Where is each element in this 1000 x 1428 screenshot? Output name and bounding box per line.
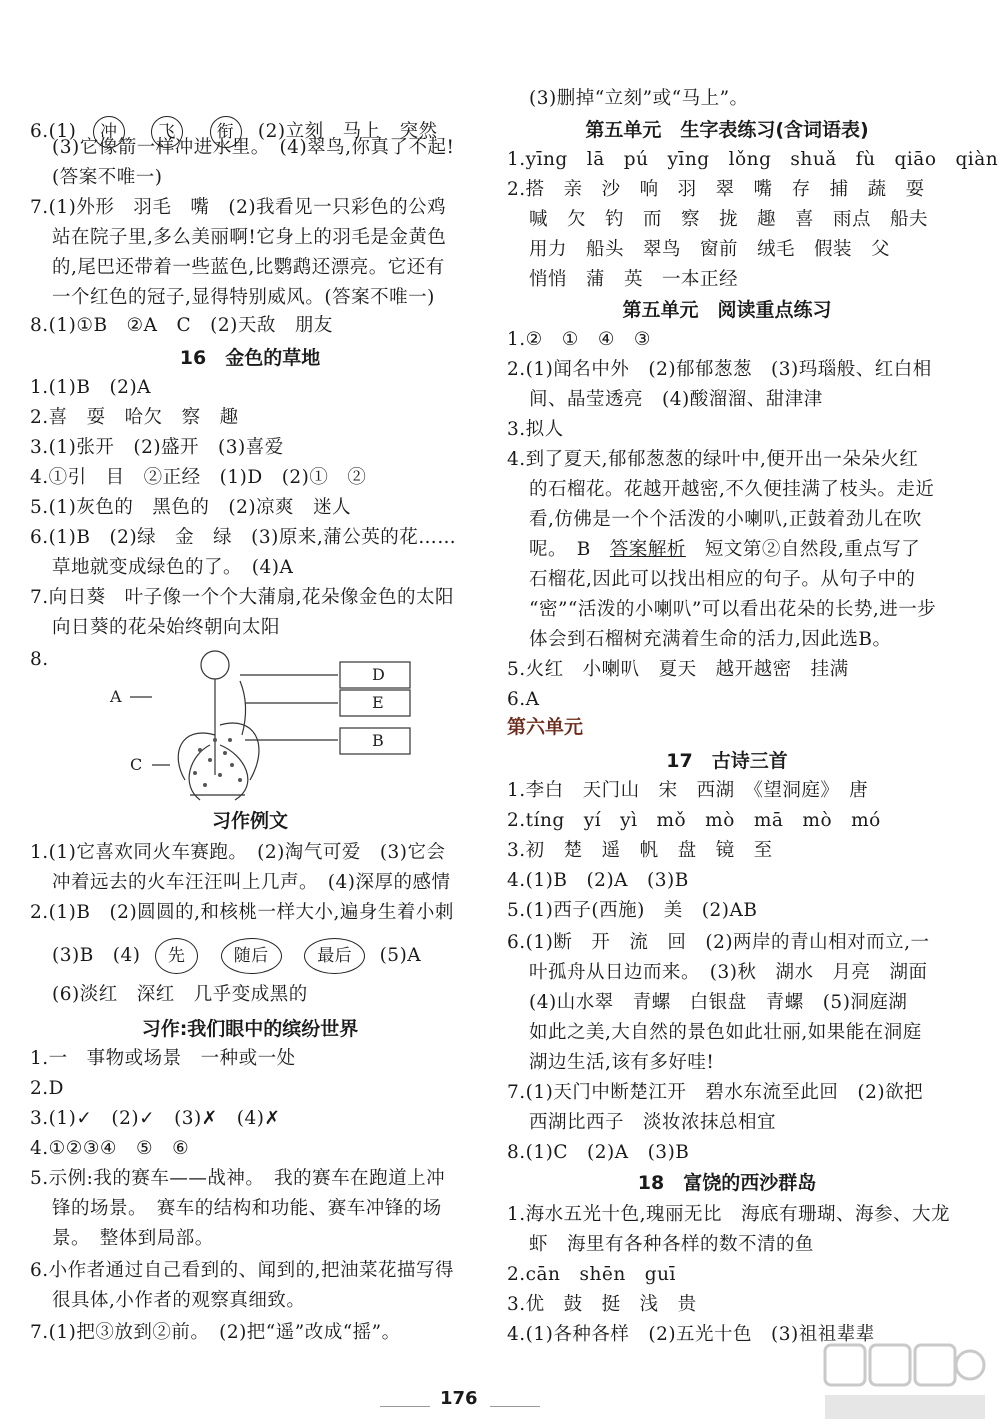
answer-line: 7.向日葵 叶子像一个个大蒲扇,花朵像金色的太阳 — [30, 587, 455, 608]
answer-line: 体会到石榴树充满着生命的活力,因此选B。 — [529, 629, 892, 650]
section-heading: 17 古诗三首 — [666, 750, 788, 772]
answer-line: 1.(1)它喜欢同火车赛跑。 (2)淘气可爱 (3)它会 — [30, 842, 446, 863]
answer-line: 一个红色的冠子,显得特别威风。(答案不唯一) — [52, 287, 435, 308]
answer-line: 4.到了夏天,郁郁葱葱的绿叶中,便开出一朵朵火红 — [507, 449, 919, 470]
answer-line: (3)删掉“立刻”或“马上”。 — [529, 88, 749, 109]
answer-line: 4.(1)各种各样 (2)五光十色 (3)祖祖辈辈 — [507, 1324, 875, 1345]
answer-line: 6.(1)断 开 流 回 (2)两岸的青山相对而立,一 — [507, 932, 930, 953]
circled-word: 随后 — [221, 938, 282, 974]
answer-text: (2)立刻 马上 突然 — [257, 121, 438, 142]
answer-line: 2.(1)B (2)圆圆的,和核桃一样大小,遍身生着小刺 — [30, 902, 454, 923]
section-heading: 习作例文 — [211, 810, 288, 832]
watermark-logo-icon — [820, 1340, 990, 1425]
answer-line: 3.拟人 — [507, 419, 564, 440]
section-heading: 习作:我们眼中的缤纷世界 — [141, 1018, 359, 1040]
answer-text: (3)B (4) — [52, 945, 141, 966]
circled-word: 最后 — [304, 938, 365, 974]
unit-heading: 第六单元 — [507, 716, 584, 738]
answer-line: 虾 海里有各种各样的数不清的鱼 — [529, 1234, 815, 1255]
answer-line: 2.D — [30, 1078, 64, 1099]
answer-line: 间、晶莹透亮 (4)酸溜溜、甜津津 — [529, 389, 823, 410]
answer-line: 2.(1)闻名中外 (2)郁郁葱葱 (3)玛瑙般、红白相 — [507, 359, 932, 380]
answer-text: (5)A — [379, 945, 422, 966]
answer-line: 6.(1)B (2)绿 金 绿 (3)原来,蒲公英的花…… — [30, 527, 457, 548]
answer-line: 喊 欠 钓 而 察 拢 趣 喜 雨点 船夫 — [529, 209, 929, 230]
answer-line: 西湖比西子 淡妆浓抹总相宜 — [529, 1112, 777, 1133]
answer-line: 站在院子里,多么美丽啊!它身上的羽毛是金黄色 — [52, 227, 447, 248]
section-heading: 第五单元 生字表练习(含词语表) — [585, 119, 869, 141]
answer-line: 用力 船头 翠鸟 窗前 绒毛 假装 父 — [529, 239, 891, 260]
answer-line: 7.(1)天门中断楚江开 碧水东流至此回 (2)欲把 — [507, 1082, 924, 1103]
answer-line: 4.①引 目 ②正经 (1)D (2)① ② — [30, 467, 367, 488]
answer-line: 1.yīng lā pú yīng lǒng shuǎ fù qiāo qiàn — [507, 149, 999, 170]
answer-line: “密”“活泼的小喇叭”可以看出花朵的长势,进一步 — [529, 599, 937, 620]
answer-line: 的石榴花。花越开越密,不久便挂满了枝头。走近 — [529, 479, 935, 500]
answer-line: (6)淡红 深红 几乎变成黑的 — [52, 984, 308, 1005]
plant-label-b: B — [372, 731, 384, 750]
answer-line: 湖边生活,该有多好哇! — [529, 1052, 715, 1073]
answer-line: 2.cān shēn guī — [507, 1264, 676, 1285]
answer-line — [52, 938, 421, 974]
answer-line: 3.(1)张开 (2)盛开 (3)喜爱 — [30, 437, 284, 458]
answer-line: 冲着远去的火车汪汪叫上几声。 (4)深厚的感情 — [52, 872, 451, 893]
answer-line: 2.喜 耍 哈欠 察 趣 — [30, 407, 239, 428]
answer-line — [529, 535, 920, 565]
answer-line: 锋的场景。 赛车的结构和功能、赛车冲锋的场 — [52, 1198, 442, 1219]
circled-char: 衔 — [210, 116, 242, 148]
answer-line: 1.一 事物或场景 一种或一处 — [30, 1048, 296, 1069]
answer-line: 8.(1)C (2)A (3)B — [507, 1142, 690, 1163]
answer-line: 叶孤舟从日边而来。 (3)秋 湖水 月亮 湖面 — [529, 962, 928, 983]
answer-line: 6.小作者通过自己看到的、闻到的,把油菜花描写得 — [30, 1260, 455, 1281]
answer-line: 4.(1)B (2)A (3)B — [507, 870, 689, 891]
answer-line: 1.② ① ④ ③ — [507, 329, 651, 350]
answer-line: 向日葵的花朵始终朝向太阳 — [52, 617, 281, 638]
answer-line: 石榴花,因此可以找出相应的句子。从句子中的 — [529, 569, 916, 590]
answer-line: 5.火红 小喇叭 夏天 越开越密 挂满 — [507, 659, 849, 680]
plant-label-a: A — [110, 687, 122, 706]
page-number: 176 — [440, 1388, 478, 1409]
circled-char: 冲 — [93, 116, 125, 148]
answer-number: 6.(1) — [30, 121, 77, 142]
answer-line: 很具体,小作者的观察真细致。 — [52, 1290, 306, 1311]
answer-line: (3)它像箭一样冲进水里。 (4)翠鸟,你真了不起! — [52, 137, 455, 158]
answer-line: 的,尾巴还带着一些蓝色,比鹦鹉还漂亮。它还有 — [52, 257, 445, 278]
answer-line: 2.搭 亲 沙 响 羽 翠 嘴 存 捕 蔬 耍 — [507, 179, 925, 200]
section-heading: 18 富饶的西沙群岛 — [637, 1172, 817, 1194]
answer-line: 5.(1)西子(西施) 美 (2)AB — [507, 900, 758, 921]
answer-line: 3.优 鼓 挺 浅 贵 — [507, 1294, 697, 1315]
answer-line: 1.海水五光十色,瑰丽无比 海底有珊瑚、海参、大龙 — [507, 1204, 951, 1225]
answer-line: 1.(1)B (2)A — [30, 377, 152, 398]
answer-line: 5.(1)灰色的 黑色的 (2)凉爽 迷人 — [30, 497, 352, 518]
dandelion-diagram — [70, 645, 430, 805]
section-heading: 第五单元 阅读重点练习 — [622, 299, 832, 321]
answer-line: 4.①②③④ ⑤ ⑥ — [30, 1138, 190, 1159]
plant-label-c: C — [130, 755, 143, 774]
section-heading: 16 金色的草地 — [179, 347, 321, 369]
answer-line: 3.(1)✓ (2)✓ (3)✗ (4)✗ — [30, 1108, 281, 1129]
answer-line: 5.示例:我的赛车——战神。 我的赛车在跑道上冲 — [30, 1168, 446, 1189]
answer-line: (4)山水翠 青螺 白银盘 青螺 (5)洞庭湖 — [529, 992, 908, 1013]
answer-line: 6.A — [507, 689, 540, 710]
answer-line: 悄悄 蒲 英 一本正经 — [529, 269, 739, 290]
answer-line: 7.(1)外形 羽毛 嘴 (2)我看见一只彩色的公鸡 — [30, 197, 447, 218]
circled-word: 先 — [155, 938, 199, 974]
answer-line: 3.初 楚 遥 帆 盘 镜 至 — [507, 840, 773, 861]
circled-char: 飞 — [151, 116, 183, 148]
answer-line: 景。 整体到局部。 — [52, 1228, 214, 1249]
answer-line: 草地就变成绿色的了。 (4)A — [52, 557, 294, 578]
plant-label-e: E — [372, 693, 384, 712]
answer-line: 8.(1)①B ②A C (2)天敌 朋友 — [30, 315, 333, 336]
answer-analysis-label: 答案解析 — [609, 539, 686, 560]
footer-rule — [490, 1406, 540, 1407]
plant-label-d: D — [372, 665, 385, 684]
answer-text: 短文第②自然段,重点写了 — [685, 539, 921, 560]
answer-line: 2.tíng yí yì mǒ mò mā mò mó — [507, 810, 881, 831]
answer-line: 7.(1)把③放到②前。 (2)把“遥”改成“摇”。 — [30, 1322, 401, 1343]
answer-line: 如此之美,大自然的景色如此壮丽,如果能在洞庭 — [529, 1022, 922, 1043]
answer-line: (答案不唯一) — [52, 167, 163, 188]
answer-line: 看,仿佛是一个个活泼的小喇叭,正鼓着劲儿在吹 — [529, 509, 922, 530]
answer-number: 8. — [30, 649, 49, 670]
answer-line: 1.李白 天门山 宋 西湖 《望洞庭》 唐 — [507, 780, 869, 801]
answer-text: 呢。 B — [529, 539, 610, 560]
footer-rule — [380, 1406, 430, 1407]
flower-head-icon — [201, 651, 229, 679]
